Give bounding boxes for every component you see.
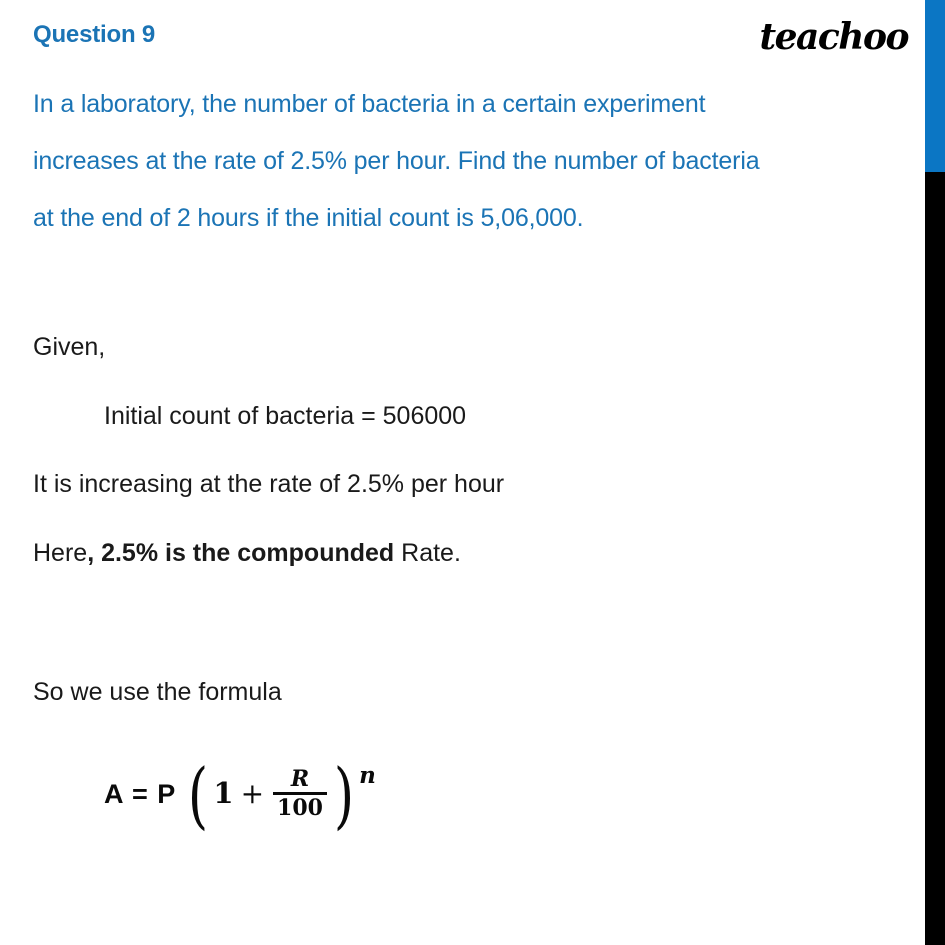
formula-lhs: A = P bbox=[104, 778, 177, 809]
formula-fraction bbox=[273, 767, 327, 823]
fraction-numerator: R bbox=[290, 766, 310, 792]
given-label: Given, bbox=[33, 333, 106, 361]
brand-logo: teachoo bbox=[759, 16, 908, 58]
fraction-denominator: 100 bbox=[277, 795, 323, 821]
here-suffix: Rate. bbox=[394, 539, 461, 567]
formula-plus: + bbox=[240, 776, 265, 810]
header bbox=[33, 16, 908, 60]
question-line-1: In a laboratory, the number of bacteria in a certain experiment bbox=[33, 90, 706, 118]
formula-intro-line: So we use the formula bbox=[33, 678, 282, 706]
formula-exponent: n bbox=[359, 762, 376, 789]
compound-interest-formula bbox=[104, 752, 376, 837]
formula-one: 1 bbox=[213, 776, 234, 810]
question-statement bbox=[33, 76, 908, 247]
here-rate-line bbox=[33, 536, 461, 570]
paren-close: ) bbox=[333, 752, 355, 837]
question-line-2: increases at the rate of 2.5% per hour. Find the number of bacteria bbox=[33, 147, 760, 175]
question-line-3: at the end of 2 hours if the initial count is 5,06,000. bbox=[33, 204, 584, 232]
rate-line: It is increasing at the rate of 2.5% per hour bbox=[33, 470, 505, 498]
here-prefix: Here bbox=[33, 539, 88, 567]
here-bold-part: , 2.5% is the compounded bbox=[87, 539, 395, 567]
initial-count-line: Initial count of bacteria = 506000 bbox=[104, 402, 467, 430]
right-edge-bar-blue bbox=[925, 0, 945, 172]
right-edge-bar-black bbox=[925, 172, 945, 945]
page-title: Question 9 bbox=[33, 21, 156, 48]
paren-open: ( bbox=[188, 752, 209, 837]
